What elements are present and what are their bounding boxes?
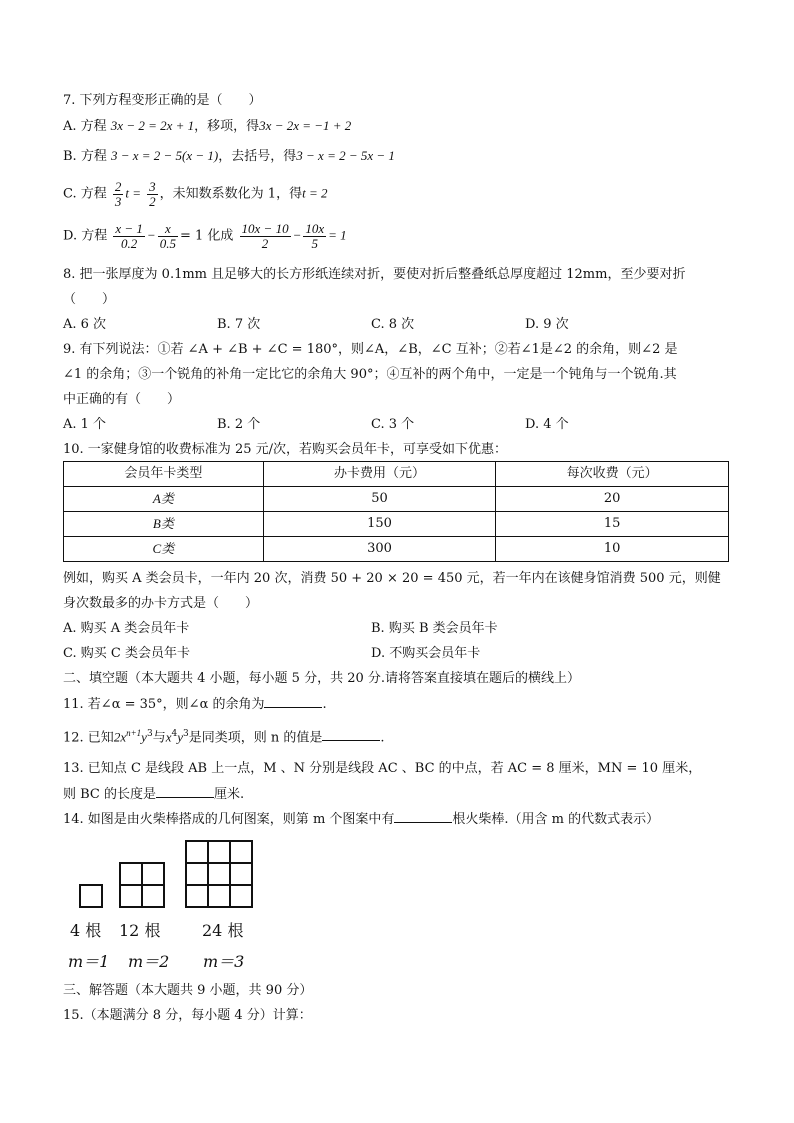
table-cell: A类 <box>64 487 264 512</box>
q8-option-d: D. 9 次 <box>525 317 569 332</box>
table-cell: C类 <box>64 537 264 562</box>
q9-line1: 9. 有下列说法：①若 ∠A + ∠B + ∠C = 180°，则∠A，∠B，∠C 互补；②若∠1是∠2 的余角，则∠2 是 <box>63 342 678 357</box>
table-cell: 50 <box>263 487 496 512</box>
q8-stem-bracket: （ ） <box>63 292 116 307</box>
q10-option-d: D. 不购买会员年卡 <box>371 646 481 661</box>
q8-stem: 8. 把一张厚度为 0.1mm 且足够大的长方形纸连续对折，要使对折后整叠纸总厚度超过 12mm，至少要对折 <box>63 267 686 282</box>
q8-option-b: B. 7 次 <box>217 317 261 332</box>
q8-option-a: A. 6 次 <box>63 317 107 332</box>
pattern-m1 <box>80 885 102 907</box>
section-2-heading: 二、填空题（本大题共 4 小题，每小题 5 分，共 20 分.请将答案直接填在题后的横线上） <box>63 671 581 686</box>
q13-line2: 则 BC 的长度是 厘米. <box>63 787 245 802</box>
answer-blank <box>156 785 214 798</box>
table-header-row <box>64 462 729 487</box>
fee-table <box>63 461 729 562</box>
table-cell: 150 <box>263 512 496 537</box>
q10-after-line1: 例如，购买 A 类会员卡，一年内 20 次，消费 50 + 20 × 20 = 450 元，若一年内在该健身馆消费 500 元，则健 <box>63 571 721 586</box>
answer-blank <box>322 728 380 741</box>
pattern-m2 <box>120 863 164 907</box>
table-header: 会员年卡类型 <box>64 462 264 487</box>
q7-option-c: C. 方程 $\frac{2}{3}$ t = $\frac{3}{2}$ ，未知数系数化为 1，得t = 2 <box>63 179 328 209</box>
q9-option-a: A. 1 个 <box>63 417 107 432</box>
q10-option-b: B. 购买 B 类会员年卡 <box>371 621 498 636</box>
table-row <box>64 537 729 562</box>
q10-option-c: C. 购买 C 类会员年卡 <box>63 646 190 661</box>
q12: 12. 已知$2x^{n+1}y^3$与$x^4y^3$是同类项，则 n 的值是 . <box>63 728 385 746</box>
q8-option-c: C. 8 次 <box>371 317 415 332</box>
q7-option-d: D. 方程 $\frac{x - 1}{0.2}$ − $\frac{x}{0.5}$ = 1 化成 $\frac{10x - 10}{2}$ − $\frac{10x}{5}$ = 1 <box>63 221 347 251</box>
q9-option-c: C. 3 个 <box>371 417 415 432</box>
q14: 14. 如图是由火柴棒搭成的几何图案，则第 m 个图案中有 根火柴棒.（用含 m 的代数式表示） <box>63 812 660 827</box>
table-cell: 10 <box>496 537 729 562</box>
q10-option-a: A. 购买 A 类会员年卡 <box>63 621 190 636</box>
table-header: 每次收费（元） <box>496 462 729 487</box>
m-label-2: m＝2 <box>128 952 170 971</box>
q10-stem: 10. 一家健身馆的收费标准为 25 元/次，若购买会员年卡，可享受如下优惠： <box>63 442 507 457</box>
table-cell: 20 <box>496 487 729 512</box>
q9-option-b: B. 2 个 <box>217 417 261 432</box>
section-3-heading: 三、解答题（本大题共 9 小题，共 90 分） <box>63 983 313 998</box>
matchstick-figure <box>60 835 260 915</box>
q9-line3: 中正确的有（ ） <box>63 392 181 407</box>
m-label-3: m＝3 <box>203 952 245 971</box>
pattern-m3 <box>186 841 252 907</box>
table-row <box>64 487 729 512</box>
q7-option-b: B. 方程 3 − x = 2 − 5(x − 1)，去括号，得3 − x = 2 − 5x − 1 <box>63 148 395 164</box>
q10-after-line2: 身次数最多的办卡方式是（ ） <box>63 596 259 611</box>
q15: 15.（本题满分 8 分，每小题 4 分）计算： <box>63 1008 312 1023</box>
q9-option-d: D. 4 个 <box>525 417 569 432</box>
q7-option-a: A. 方程 3x − 2 = 2x + 1，移项，得3x − 2x = −1 + 2 <box>63 118 352 134</box>
count-label-m1: 4 根 <box>70 921 102 940</box>
q11: 11. 若∠α = 35°，则∠α 的余角为 . <box>63 697 327 712</box>
q13-line1: 13. 已知点 C 是线段 AB 上一点，M 、N 分别是线段 AC 、BC 的中点，若 AC = 8 厘米，MN = 10 厘米， <box>63 761 702 776</box>
answer-blank <box>264 695 322 708</box>
q7-stem: 7. 下列方程变形正确的是（ ） <box>63 93 262 108</box>
q9-line2: ∠1 的余角；③一个锐角的补角一定比它的余角大 90°；④互补的两个角中，一定是一个钝角与一个锐角.其 <box>63 367 677 382</box>
table-cell: 300 <box>263 537 496 562</box>
count-label-m2: 12 根 <box>119 921 161 940</box>
table-row <box>64 512 729 537</box>
answer-blank <box>394 810 452 823</box>
table-cell: 15 <box>496 512 729 537</box>
table-cell: B类 <box>64 512 264 537</box>
count-label-m3: 24 根 <box>202 921 244 940</box>
table-header: 办卡费用（元） <box>263 462 496 487</box>
m-label-1: m＝1 <box>68 952 110 971</box>
